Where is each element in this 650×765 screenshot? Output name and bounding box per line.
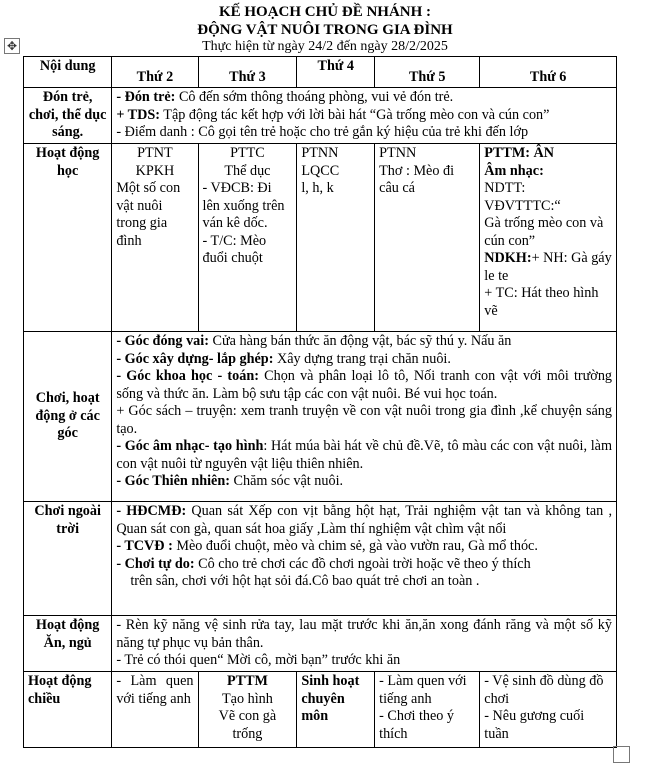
row-label-afternoon: Hoạt động chiều [24,672,112,748]
outdoor-o2-bold: - TCVĐ : [116,538,173,554]
study-tue-sub: Thể dục [224,162,271,179]
study-tue-b2: - T/C: Mèo đuổi chuột [202,232,267,266]
col-content: Nội dung [24,57,112,88]
plan-title-line2: ĐỘNG VẬT NUÔI TRONG GIA ĐÌNH [197,22,453,38]
study-fri-song: Gà trống mèo con và cún con” [484,215,604,249]
row-corners [24,332,617,502]
welcome-l1-text: Cô đến sớm thông thoáng phòng, vui vẻ đón trẻ. [175,89,454,105]
row-label-meal: Hoạt động Ăn, ngủ [24,616,112,672]
study-tue-b1: - VĐCB: Đi lên xuống trên ván kê dốc. [202,180,285,231]
welcome-l3: - Điểm danh : Cô gọi tên trẻ hoặc cho trẻ gắn ký hiệu của trẻ khi đến lớp [116,124,529,140]
row-label-welcome: Đón trẻ, chơi, thể dục sáng. [24,88,112,144]
welcome-content [112,88,617,144]
study-tue [198,144,297,332]
afternoon-wed: Sinh hoạt chuyên môn [297,672,375,748]
row-welcome [24,88,617,144]
corner-g2-bold: - Góc xây dựng- lắp ghép: [116,350,274,367]
meal-m2: - Trẻ có thói quen“ Mời cô, mời bạn” trước khi ăn [116,652,401,668]
col-tue: Thứ 3 [198,57,297,88]
row-meal [24,616,617,672]
corner-g4: + Góc sách – truyện: xem tranh truyện về con vật nuôi trong gia đình ,kể chuyện sáng tạo. [116,403,612,437]
study-fri [480,144,617,332]
checkbox-icon[interactable] [613,746,630,763]
col-mon: Thứ 2 [112,57,198,88]
outdoor-o3-text: Cô cho trẻ chơi các đồ chơi ngoài trời hoặc vẽ theo ý thích [194,555,531,572]
study-fri-ndtt: NDTT: [484,180,526,196]
plan-date-range: Thực hiện từ ngày 24/2 đến ngày 28/2/2025 [202,39,448,54]
outdoor-o2-text: Mèo đuổi chuột, mèo và chim sẻ, gà vào vườn rau, Gà mổ thóc. [172,538,538,554]
corner-g3-bold: - Góc khoa học - toán: [116,368,259,384]
study-fri-ndkh-text: + NH: Gà gáy le te [484,250,612,284]
plan-table [23,56,617,748]
corner-g2-text: Xây dựng trang trại chăn nuôi. [273,350,451,367]
afternoon-mon: - Làm quen với tiếng anh [112,672,198,748]
corners-content [112,332,617,502]
study-fri-head: PTTM: ÂN [484,145,555,161]
welcome-l2-bold: + TDS: [116,106,161,123]
study-mon-body: Một số con vật nuôi trong gia đình [116,180,181,249]
row-afternoon [24,672,617,748]
study-thu-body: Thơ : Mèo đi câu cá [379,162,455,196]
row-label-corners: Chơi, hoạt động ở các góc [24,332,112,502]
welcome-l1-bold: - Đón trẻ: [116,89,176,105]
study-wed-body: l, h, k [301,180,334,196]
study-fri-vdv: VĐVTTTC:“ [484,197,561,214]
afternoon-tue-sub: Tạo hình [222,690,273,707]
afternoon-fri-2: - Nêu gương cuối tuần [484,708,585,742]
afternoon-fri [480,672,617,748]
corner-g3-text: Chọn và phân loại lô tô, Nối tranh con vật với môi trường sống và thức ăn. Làm bộ sưu tập các con vật nuôi. Bé vui học toán. [116,368,613,402]
study-tue-head: PTTC [230,145,265,161]
outdoor-content [112,502,617,616]
col-thu: Thứ 5 [375,57,480,88]
outdoor-o1-bold: - HĐCMĐ: [116,503,187,519]
study-thu-head: PTNN [379,145,417,161]
corner-g5-text: : Hát múa bài hát về chủ đề.Vẽ, tô màu các con vật nuôi, làm con vật nuôi từ nguyên vật liệu thiên nhiên. [116,438,613,472]
study-mon [112,144,198,332]
row-label-study: Hoạt động học [24,144,112,332]
study-fri-ndkh-bold: NDKH: [484,250,532,266]
row-label-outdoor: Chơi ngoài trời [24,502,112,616]
afternoon-fri-1: - Vệ sinh đồ dùng đồ chơi [484,673,604,707]
move-handle-icon[interactable]: ✥ [4,38,20,54]
afternoon-tue-body: Vẽ con gà trống [218,708,277,742]
corner-g6-text: Chăm sóc vật nuôi. [229,473,344,489]
afternoon-thu-1: - Làm quen với tiếng anh [379,673,467,707]
afternoon-thu-2: - Chơi theo ý thích [379,708,455,742]
row-outdoor [24,502,617,616]
welcome-l2-text: Tập động tác kết hợp với lời bài hát “Gà trống mèo con và cún con” [160,106,550,123]
outdoor-o1-text: Quan sát Xếp con vịt bằng hột hạt, Trải nghiệm vật tan và không tan , Quan sát con gà, quan sát hoa giấy ,Làm thí nghiệm vật chìm vật nổi [116,503,612,537]
study-fri-music: Âm nhạc: [484,162,544,179]
study-thu [375,144,480,332]
plan-title-line1: KẾ HOẠCH CHỦ ĐỀ NHÁNH : [218,4,432,20]
meal-m1: - Rèn kỹ năng vệ sinh rửa tay, lau mặt trước khi ăn,ăn xong đánh răng và một số kỹ năng tự phục vụ bản thân. [116,617,612,651]
study-wed-head: PTNN [301,145,339,161]
col-fri: Thứ 6 [480,57,617,88]
meal-content [112,616,617,672]
corner-g1-bold: - Góc đóng vai: [116,333,209,349]
study-fri-tc: + TC: Hát theo hình vẽ [484,285,599,319]
row-study [24,144,617,332]
outdoor-o3-bold: - Chơi tự do: [116,555,195,572]
corner-g5-bold: - Góc âm nhạc- tạo hình [116,438,264,454]
study-wed-sub: LQCC [301,162,340,179]
study-wed [297,144,375,332]
corner-g1-text: Cửa hàng bán thức ăn động vật, bác sỹ thú y. Nấu ăn [208,333,512,349]
afternoon-thu [375,672,480,748]
header-row [24,57,617,88]
afternoon-tue [198,672,297,748]
study-mon-sub: KPKH [135,162,175,179]
corner-g6-bold: - Góc Thiên nhiên: [116,473,230,489]
col-wed: Thứ 4 [297,57,375,88]
outdoor-o3-cont: trên sân, chơi với hột hạt sỏi đá.Cô bao quát trẻ chơi an toàn . [130,573,480,589]
study-mon-head: PTNT [137,145,173,161]
afternoon-tue-head: PTTM [226,673,268,689]
